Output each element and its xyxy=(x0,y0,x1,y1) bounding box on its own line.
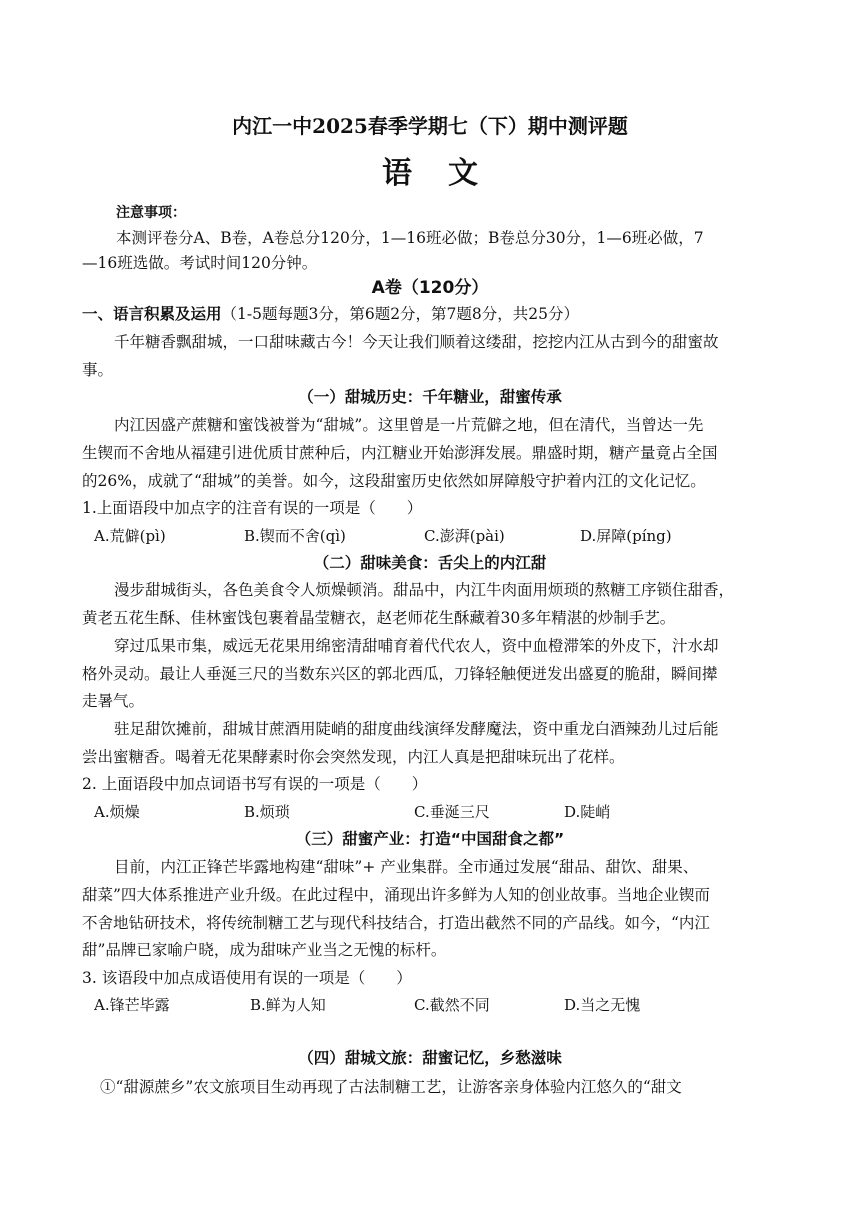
notice-heading: 注意事项： xyxy=(116,205,186,221)
paragraph-line: 漫步甜城街头，各色美食令人烦燥顿消。甜品中，内江牛肉面用烦琐的熬糖工序锁住甜香， xyxy=(114,581,735,599)
paragraph-line: 目前，内江正锋芒毕露地构建“甜味”+ 产业集群。全市通过发展“甜品、甜饮、甜果、 xyxy=(114,858,699,876)
question-stem: 1.上面语段中加点字的注音有误的一项是（ ） xyxy=(82,499,423,517)
paragraph-line: 黄老五花生酥、佳林蜜饯包裹着晶莹糖衣，赵老师花生酥藏着30多年精湛的炒制手艺。 xyxy=(82,609,676,627)
notice-line: 本测评卷分A、B卷，A卷总分120分，1—16班必做；B卷总分30分，1—6班必做，7 xyxy=(116,229,704,247)
intro-paragraph: 事。 xyxy=(82,361,114,379)
option-b: B.鲜为人知 xyxy=(250,996,326,1014)
option-d: D.屏障(píng) xyxy=(580,527,672,545)
paragraph-line: ①“甜源蔗乡”农文旅项目生动再现了古法制糖工艺，让游客亲身体验内江悠久的“甜文 xyxy=(100,1078,682,1096)
paragraph-line: 甜菜”四大体系推进产业升级。在此过程中，涌现出许多鲜为人知的创业故事。当地企业锲而 xyxy=(82,886,710,904)
part1-heading-line xyxy=(82,304,579,324)
option-c: C.垂涎三尺 xyxy=(414,803,490,821)
option-c: C.截然不同 xyxy=(414,996,490,1014)
paragraph-line: 驻足甜饮摊前，甜城甘蔗酒用陡峭的甜度曲线演绎发酵魔法，资中重龙白酒辣劲儿过后能 xyxy=(114,720,719,738)
section-heading: （三）甜蜜产业：打造“中国甜食之都” xyxy=(295,830,565,848)
exam-title: 内江一中2025春季学期七（下）期中测评题 xyxy=(232,114,628,138)
paragraph-line: 不舍地钻研技术，将传统制糖工艺与现代科技结合，打造出截然不同的产品线。如今，“内江 xyxy=(82,914,710,932)
paragraph-line: 格外灵动。最让人垂涎三尺的当数东兴区的郭北西瓜，刀锋轻触便迸发出盛夏的脆甜，瞬间撵 xyxy=(82,665,718,683)
paragraph-line: 生锲而不舍地从福建引进优质甘蔗种后，内江糖业开始澎湃发展。鼎盛时期，糖产量竟占全国 xyxy=(82,444,718,462)
option-a: A.烦燥 xyxy=(94,803,140,821)
question-stem: 3. 该语段中加点成语使用有误的一项是（ ） xyxy=(82,969,412,987)
paragraph-line: 甜”品牌已家喻户晓，成为甜味产业当之无愧的标杆。 xyxy=(82,941,447,959)
option-a: A.锋芒毕露 xyxy=(94,996,170,1014)
option-d: D.当之无愧 xyxy=(564,996,641,1014)
intro-paragraph: 千年糖香飘甜城，一口甜味藏古今！今天让我们顺着这缕甜，挖挖内江从古到今的甜蜜故 xyxy=(114,333,719,351)
option-b: B.烦琐 xyxy=(244,803,290,821)
option-c: C.澎湃(pài) xyxy=(424,527,505,545)
section-heading: （一）甜城历史：千年糖业，甜蜜传承 xyxy=(298,388,562,406)
paragraph-line: 尝出蜜糖香。喝着无花果酵素时你会突然发现，内江人真是把甜味玩出了花样。 xyxy=(82,748,625,766)
notice-line: —16班选做。考试时间120分钟。 xyxy=(82,254,318,272)
paragraph-line: 内江因盛产蔗糖和蜜饯被誉为“甜城”。这里曾是一片荒僻之地，但在清代，当曾达一先 xyxy=(114,416,704,434)
paragraph-line: 穿过瓜果市集，威远无花果用绵密清甜哺育着代代农人，资中血橙滞笨的外皮下，汁水却 xyxy=(114,637,719,655)
section-heading: （四）甜城文旅：甜蜜记忆，乡愁滋味 xyxy=(298,1049,562,1067)
option-b: B.锲而不舍(qì) xyxy=(244,527,346,545)
question-stem: 2. 上面语段中加点词语书写有误的一项是（ ） xyxy=(82,775,428,793)
section-a-heading: A卷（120分） xyxy=(371,278,489,298)
paragraph-line: 走暑气。 xyxy=(82,692,145,710)
part1-note: （1-5题每题3分，第6题2分，第7题8分，共25分） xyxy=(221,305,580,323)
part1-heading: 一、语言积累及运用 xyxy=(82,305,222,323)
option-d: D.陡峭 xyxy=(564,803,611,821)
paragraph-line: 的26%，成就了“甜城”的美誉。如今，这段甜蜜历史依然如屏障般守护着内江的文化记忆。 xyxy=(82,472,706,490)
section-heading: （二）甜味美食：舌尖上的内江甜 xyxy=(313,554,547,572)
subject-title: 语文 xyxy=(382,156,514,191)
option-a: A.荒僻(pì) xyxy=(94,527,166,545)
